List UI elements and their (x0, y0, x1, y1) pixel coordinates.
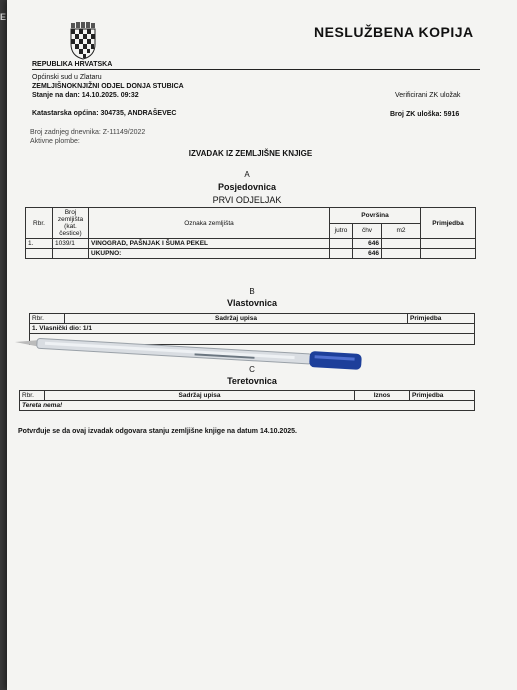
active-seals: Aktivne plombe: (30, 138, 80, 145)
encumbrance-row: Tereta nema! (20, 401, 475, 411)
total-label: UKUPNO: (89, 249, 330, 259)
section-a-title: Posjedovnica (217, 182, 277, 192)
col-content: Sadržaj upisa (65, 314, 408, 324)
col-rbr: Rbr. (30, 314, 65, 324)
section-b-letter: B (249, 287, 255, 296)
cell-note (421, 239, 476, 249)
unofficial-copy-heading: NESLUŽBENA KOPIJA (314, 24, 474, 40)
col-jutro: jutro (330, 223, 353, 239)
table-row (30, 324, 475, 334)
document-title: IZVADAK IZ ZEMLJIŠNE KNJIGE (188, 149, 313, 158)
section-c-letter: C (249, 365, 255, 374)
section-a-subtitle: PRVI ODJELJAK (212, 195, 282, 205)
cell-chv: 646 (353, 239, 382, 249)
court-name: Općinski sud u Zlataru (32, 74, 102, 81)
col-note: Primjedba (410, 391, 475, 401)
table-row (26, 239, 476, 249)
section-b-title: Vlastovnica (226, 298, 278, 308)
document-page (7, 0, 517, 690)
table-total-row (26, 249, 476, 259)
section-a-letter: A (244, 170, 250, 179)
cell-m2 (382, 239, 421, 249)
cadastral-municipality: Katastarska općina: 304735, ANDRAŠEVEC (32, 110, 177, 117)
cell-designation: VINOGRAD, PAŠNJAK I ŠUMA PEKEL (89, 239, 330, 249)
total-value: 646 (353, 249, 382, 259)
republic-label: REPUBLIKA HRVATSKA (32, 61, 113, 68)
section-c-table (19, 390, 475, 411)
col-rbr: Rbr. (26, 208, 53, 239)
col-area: Površina (330, 208, 421, 224)
last-journal-number: Broj zadnjeg dnevnika: Z-11149/2022 (30, 129, 146, 136)
col-content: Sadržaj upisa (45, 391, 355, 401)
col-note: Primjedba (408, 314, 475, 324)
cell-jutro (330, 239, 353, 249)
edge-mark: E (0, 12, 7, 22)
col-chv: čhv (353, 223, 382, 239)
section-a-table (25, 207, 476, 259)
section-c-title: Teretovnica (227, 376, 277, 386)
col-m2: m2 (382, 223, 421, 239)
ownership-row: 1. Vlasnički dio: 1/1 (30, 324, 475, 334)
table-row (20, 401, 475, 411)
col-note: Primjedba (421, 208, 476, 239)
department-name: ZEMLJIŠNOKNJIŽNI ODJEL DONJA STUBICA (32, 83, 184, 90)
cell-parcel: 1039/1 (53, 239, 89, 249)
col-amount: Iznos (355, 391, 410, 401)
croatian-coat-of-arms-icon (69, 22, 97, 60)
certification-note: Potvrđuje se da ovaj izvadak odgovara stanju zemljišne knjige na datum 14.10.2025. (18, 428, 297, 435)
state-on-day: Stanje na dan: 14.10.2025. 09:32 (32, 92, 139, 99)
header-divider (32, 69, 480, 70)
cell-rbr: 1. (26, 239, 53, 249)
col-designation: Oznaka zemljišta (89, 208, 330, 239)
zk-number: Broj ZK uloška: 5916 (390, 111, 460, 118)
verified-label: Verificirani ZK uložak (395, 92, 461, 99)
col-rbr: Rbr. (20, 391, 45, 401)
col-parcel-no: Broj zemljišta (kat. čestice) (53, 208, 89, 239)
